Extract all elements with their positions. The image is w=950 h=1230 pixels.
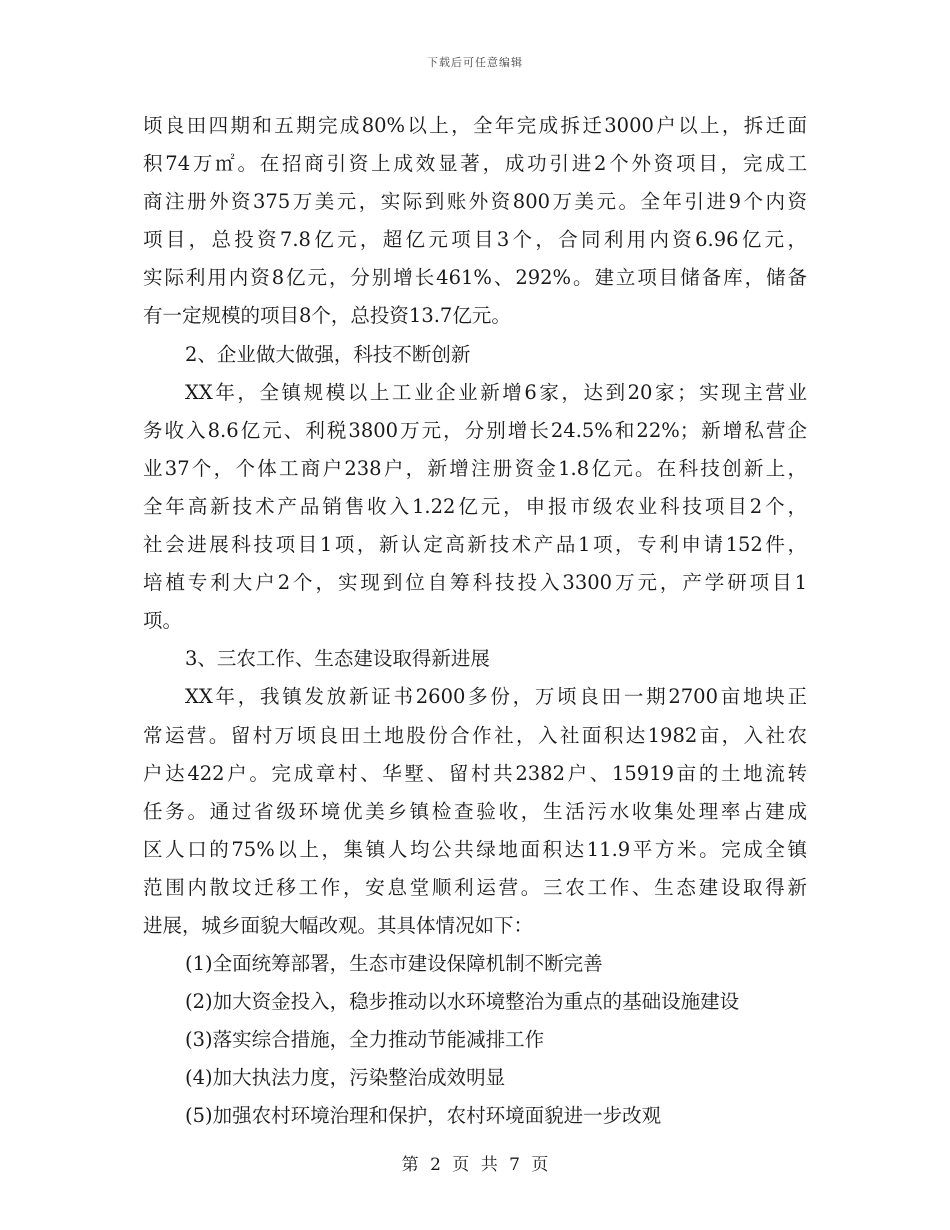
text-line: 项。 (143, 609, 183, 633)
text-line: 有一定规模的项目8个，总投资13.7亿元。 (143, 304, 511, 328)
text-line: 全年高新技术产品销售收入1.22亿元，申报市级农业科技项目2个， (143, 494, 807, 518)
text-line: 户达422户。完成章村、华墅、留村共2382户、15919亩的土地流转 (143, 761, 807, 785)
text-line: 商注册外资375万美元，实际到账外资800万美元。全年引进9个内资 (143, 190, 807, 214)
text-line: XX年，全镇规模以上工业企业新增6家，达到20家；实现主营业 (185, 380, 807, 404)
text-line: 常运营。留村万顷良田土地股份合作社，入社面积达1982亩，入社农 (143, 723, 807, 747)
text-line: 实际利用内资8亿元，分别增长461%、292%。建立项目储备库，储备 (143, 266, 807, 290)
page-header: 下载后可任意编辑 (427, 56, 523, 69)
text-line: 业37个，个体工商户238户，新增注册资金1.8亿元。在科技创新上， (143, 456, 807, 480)
text-line: 进展，城乡面貌大幅改观。其具体情况如下： (143, 913, 534, 937)
text-line: 务收入8.6亿元、利税3800万元，分别增长24.5%和22%；新增私营企 (143, 418, 807, 442)
text-line: 培植专利大户2个，实现到位自筹科技投入3300万元，产学研项目1 (143, 571, 807, 595)
text-line: 任务。通过省级环境优美乡镇检查验收，生活污水收集处理率占建成 (143, 799, 807, 823)
text-line: XX年，我镇发放新证书2600多份，万顷良田一期2700亩地块正 (185, 685, 807, 709)
list-item: (3)落实综合措施，全力推动节能减排工作 (185, 1028, 545, 1052)
page-number: 第 2 页 共 7 页 (401, 1155, 549, 1175)
section-heading: 3、三农工作、生态建设取得新进展 (185, 647, 490, 671)
list-item: (4)加大执法力度，污染整治成效明显 (185, 1066, 506, 1090)
section-heading: 2、企业做大做强，科技不断创新 (185, 342, 471, 366)
text-line: 积74万㎡。在招商引资上成效显著，成功引进2个外资项目，完成工 (143, 152, 807, 176)
text-line: 顷良田四期和五期完成80%以上，全年完成拆迁3000户以上，拆迁面 (143, 114, 807, 137)
text-line: 范围内散坟迁移工作，安息堂顺利运营。三农工作、生态建设取得新 (143, 875, 807, 899)
list-item: (1)全面统筹部署，生态市建设保障机制不断完善 (185, 952, 603, 976)
list-item: (2)加大资金投入，稳步推动以水环境整治为重点的基础设施建设 (185, 990, 740, 1014)
document-body (143, 107, 807, 1136)
text-line: 社会进展科技项目1项，新认定高新技术产品1项，专利申请152件， (143, 533, 807, 557)
text-line: 项目，总投资7.8亿元，超亿元项目3个，合同利用内资6.96亿元， (143, 228, 807, 252)
list-item: (5)加强农村环境治理和保护，农村环境面貌进一步改观 (185, 1104, 662, 1128)
text-line: 区人口的75%以上，集镇人均公共绿地面积达11.9平方米。完成全镇 (143, 837, 807, 861)
